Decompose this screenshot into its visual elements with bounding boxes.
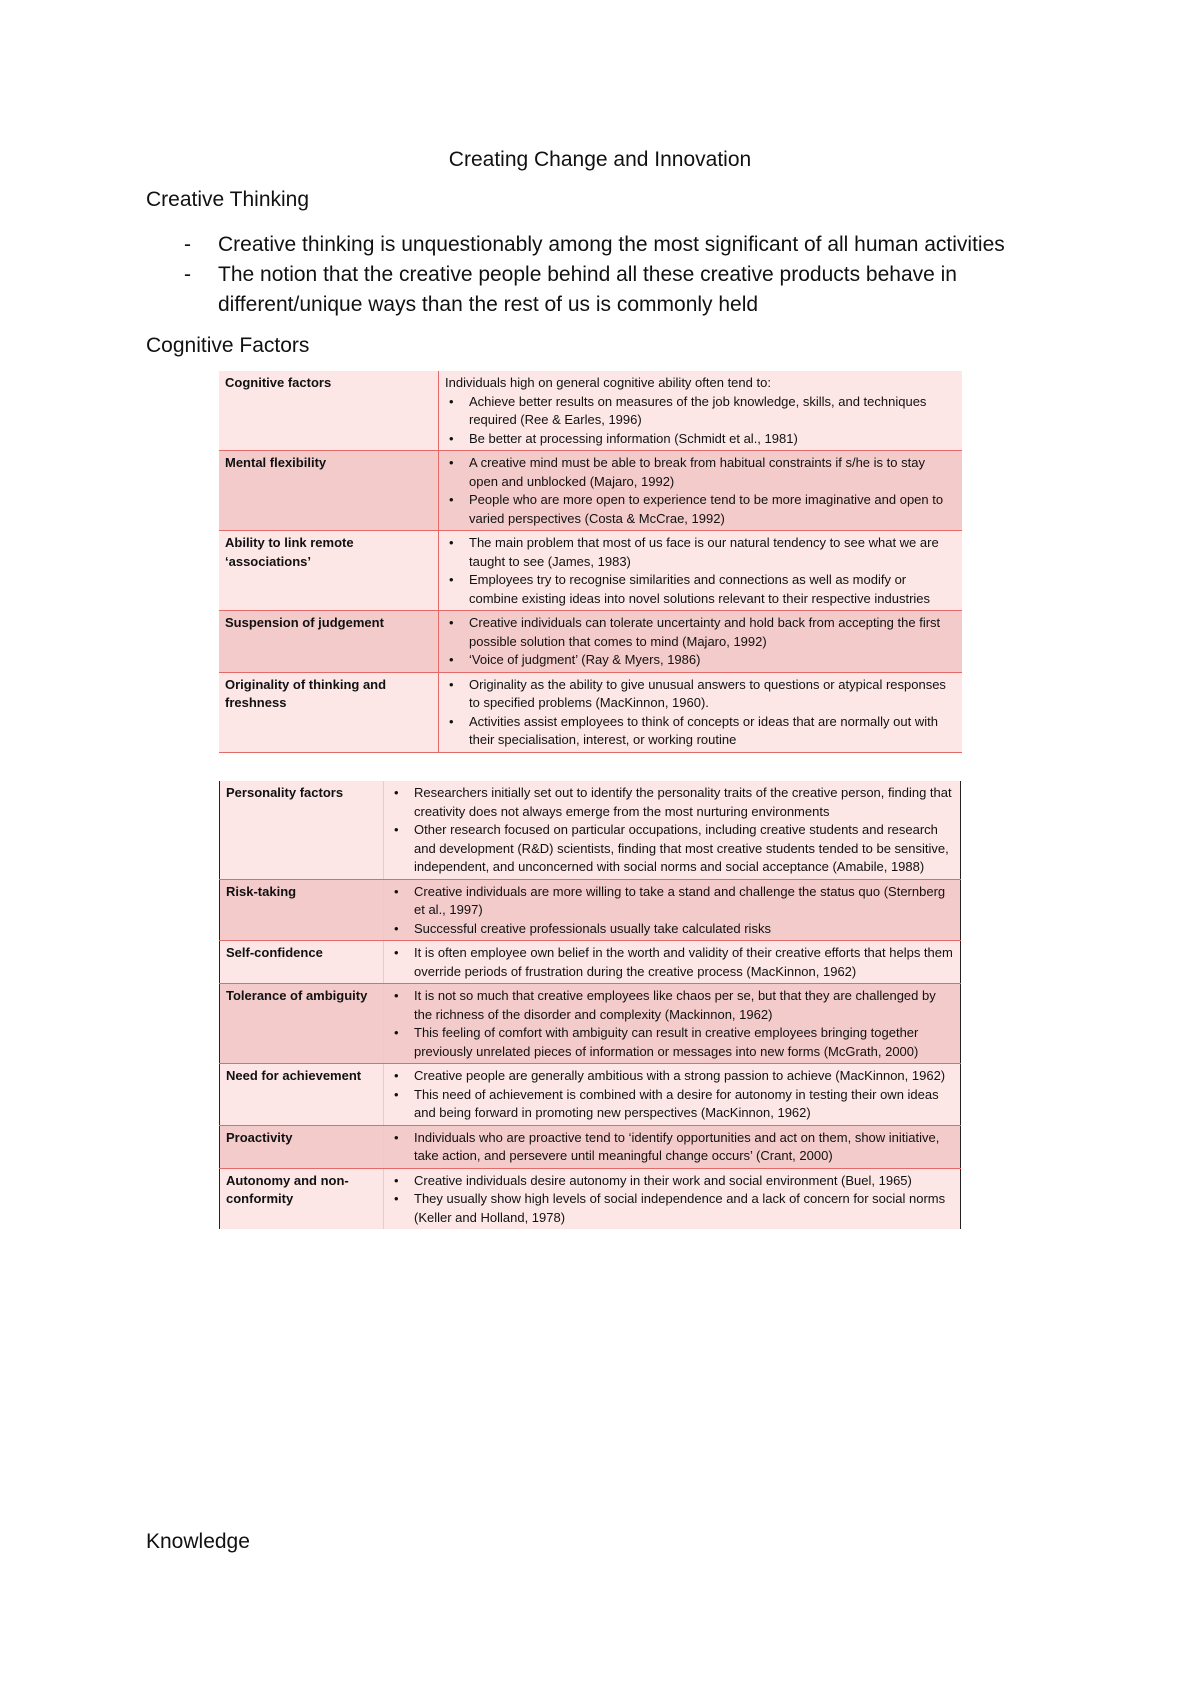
table-row bbox=[220, 879, 961, 941]
factor-description bbox=[439, 531, 963, 611]
factor-description bbox=[384, 984, 961, 1064]
table-row bbox=[220, 781, 961, 879]
list-item bbox=[146, 230, 1076, 260]
bullet-item: • Creative people are generally ambitious with a strong passion to achieve (MacKinnon, 1962) bbox=[390, 1067, 954, 1086]
factor-description bbox=[384, 1125, 961, 1168]
bullet-item: • Other research focused on particular occupations, including creative students and research and development (R&D) scientists, finding that most creative students tended to be sensitive, independent, and unconcerned with social norms and social acceptance (Amabile, 1988) bbox=[390, 821, 954, 877]
bullet-item: • Employees try to recognise similarities and connections as well as modify or combine existing ideas into novel solutions relevant to their respective industries bbox=[445, 571, 956, 608]
factor-label: Ability to link remote ‘associations’ bbox=[219, 531, 439, 611]
list-item-text: Creative thinking is unquestionably among the most significant of all human activities bbox=[218, 233, 1005, 256]
document-title: Creating Change and Innovation bbox=[448, 148, 752, 171]
heading-cognitive-factors: Cognitive Factors bbox=[146, 334, 310, 357]
bullet-item: • People who are more open to experience tend to be more imaginative and open to varied perspectives (Costa & McCrae, 1992) bbox=[445, 491, 956, 528]
table-row bbox=[220, 984, 961, 1064]
bullet-item: • They usually show high levels of social independence and a lack of concern for social norms (Keller and Holland, 1978) bbox=[390, 1190, 954, 1227]
bullet-item: • Individuals who are proactive tend to ‘identify opportunities and act on them, show initiative, take action, and persevere until meaningful change occurs’ (Crant, 2000) bbox=[390, 1129, 954, 1166]
factor-intro: Individuals high on general cognitive ability often tend to: bbox=[445, 375, 771, 390]
bullet-item: • Researchers initially set out to identify the personality traits of the creative person, finding that creativity does not always emerge from the most nurturing environments bbox=[390, 784, 954, 821]
factor-label: Mental flexibility bbox=[219, 451, 439, 531]
personality-factors-table bbox=[219, 781, 961, 1229]
factor-description bbox=[439, 672, 963, 752]
bullet-item: • Activities assist employees to think of concepts or ideas that are normally out with their specialisation, interest, or working routine bbox=[445, 713, 956, 750]
table-row bbox=[219, 531, 962, 611]
table-row bbox=[220, 1125, 961, 1168]
bullet-item: • Creative individuals are more willing to take a stand and challenge the status quo (Sternberg et al., 1997) bbox=[390, 883, 954, 920]
bullet-item: • Originality as the ability to give unusual answers to questions or atypical responses to specified problems (MacKinnon, 1960). bbox=[445, 676, 956, 713]
factor-label: Proactivity bbox=[220, 1125, 384, 1168]
bullet-item: • Be better at processing information (Schmidt et al., 1981) bbox=[445, 430, 956, 449]
bullet-item: • It is not so much that creative employees like chaos per se, but that they are challenged by the richness of the disorder and complexity (Mackinnon, 1962) bbox=[390, 987, 954, 1024]
list-item-text: The notion that the creative people behind all these creative products behave in different/unique ways than the rest of us is commonly held bbox=[218, 263, 957, 316]
bullet-item: • Achieve better results on measures of the job knowledge, skills, and techniques required (Ree & Earles, 1996) bbox=[445, 393, 956, 430]
factor-description bbox=[384, 941, 961, 984]
factor-description bbox=[439, 371, 963, 451]
factor-label: Personality factors bbox=[220, 781, 384, 879]
bullet-item: • This need of achievement is combined with a desire for autonomy in testing their own ideas and being forward in promoting new perspectives (MacKinnon, 1962) bbox=[390, 1086, 954, 1123]
factor-label: Need for achievement bbox=[220, 1064, 384, 1126]
factor-description bbox=[384, 879, 961, 941]
bullet-item: • ‘Voice of judgment’ (Ray & Myers, 1986) bbox=[445, 651, 956, 670]
factor-label: Originality of thinking and freshness bbox=[219, 672, 439, 752]
table-row bbox=[220, 1168, 961, 1229]
bullet-item: • This feeling of comfort with ambiguity can result in creative employees bringing together previously unrelated pieces of information or messages into new forms (McGrath, 2000) bbox=[390, 1024, 954, 1061]
cognitive-factors-table bbox=[219, 371, 962, 753]
factor-label: Suspension of judgement bbox=[219, 611, 439, 673]
factor-label: Risk-taking bbox=[220, 879, 384, 941]
table-row bbox=[219, 611, 962, 673]
factor-label: Autonomy and non-conformity bbox=[220, 1168, 384, 1229]
factor-description bbox=[439, 611, 963, 673]
list-item bbox=[146, 260, 1076, 320]
bullet-item: • Successful creative professionals usually take calculated risks bbox=[390, 920, 954, 939]
table-row bbox=[219, 371, 962, 451]
table-row bbox=[220, 1064, 961, 1126]
creative-thinking-list bbox=[146, 230, 1076, 320]
factor-description bbox=[384, 1064, 961, 1126]
bullet-item: • It is often employee own belief in the worth and validity of their creative efforts that helps them override periods of frustration during the creative process (MacKinnon, 1962) bbox=[390, 944, 954, 981]
factor-description bbox=[439, 451, 963, 531]
bullet-item: • The main problem that most of us face is our natural tendency to see what we are taught to see (James, 1983) bbox=[445, 534, 956, 571]
factor-label: Self-confidence bbox=[220, 941, 384, 984]
table-row bbox=[219, 672, 962, 752]
bullet-item: • Creative individuals desire autonomy in their work and social environment (Buel, 1965) bbox=[390, 1172, 954, 1191]
factor-label: Cognitive factors bbox=[219, 371, 439, 451]
heading-creative-thinking: Creative Thinking bbox=[146, 188, 310, 211]
table-row bbox=[220, 941, 961, 984]
bullet-item: • Creative individuals can tolerate uncertainty and hold back from accepting the first possible solution that comes to mind (Majaro, 1992) bbox=[445, 614, 956, 651]
bullet-item: • A creative mind must be able to break from habitual constraints if s/he is to stay open and unblocked (Majaro, 1992) bbox=[445, 454, 956, 491]
dash-bullet: - bbox=[184, 233, 191, 256]
factor-label: Tolerance of ambiguity bbox=[220, 984, 384, 1064]
factor-description bbox=[384, 781, 961, 879]
dash-bullet: - bbox=[184, 263, 191, 286]
factor-description bbox=[384, 1168, 961, 1229]
table-row bbox=[219, 451, 962, 531]
heading-knowledge: Knowledge bbox=[146, 1530, 250, 1553]
